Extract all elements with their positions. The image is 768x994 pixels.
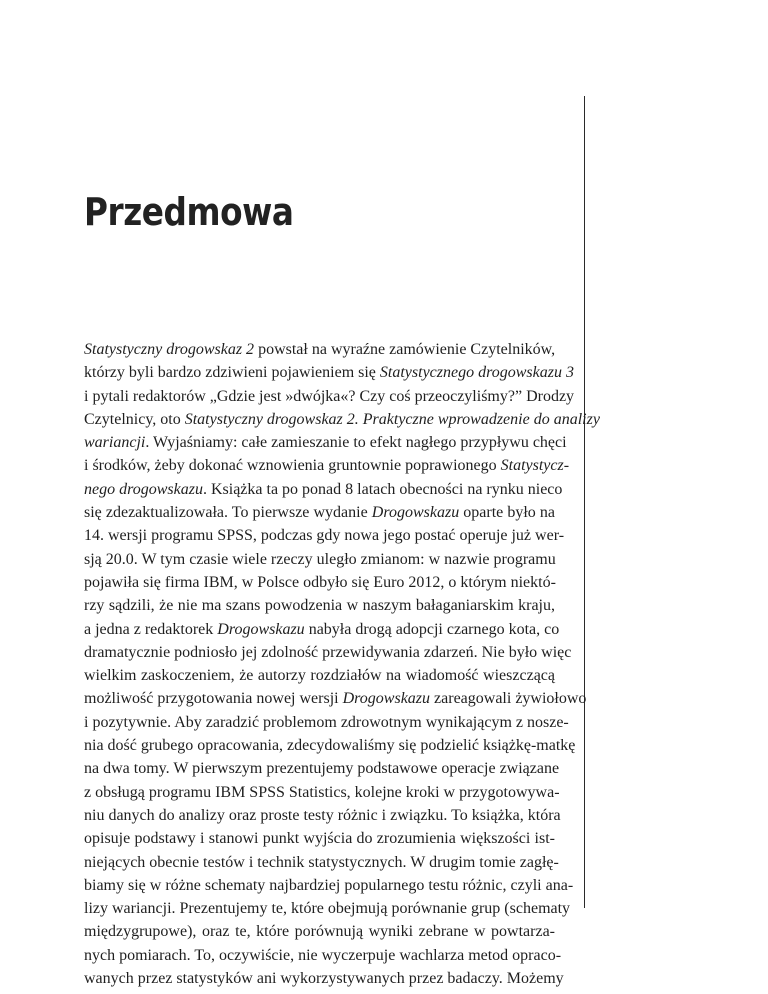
text-line (84, 338, 555, 361)
text-run: zareagowali żywiołowo (430, 690, 587, 708)
text-run: pojawiła się firma IBM, w Polsce odbyło się Euro 2012, o którym niektó- (84, 573, 556, 591)
text-run: rzy sądzili, że nie ma szans powodzenia w naszym bałaganiarskim kraju, (84, 597, 555, 615)
text-line (84, 594, 555, 617)
text-line (84, 548, 555, 571)
text-run: Czytelnicy, oto (84, 410, 185, 428)
text-line (84, 874, 574, 897)
vertical-margin-rule (584, 96, 585, 908)
italic-title-text: Statystycznego drogowskazu 3 (379, 364, 574, 382)
text-line (84, 851, 559, 874)
text-run: nabyła drogą adopcji czarnego kota, co (304, 620, 560, 638)
text-line (84, 641, 572, 664)
text-line (84, 734, 576, 757)
text-line (84, 711, 569, 734)
text-line (84, 501, 555, 524)
text-run: a jedna z redaktorek (84, 620, 218, 638)
italic-title-text: Statystyczny drogowskaz 2. Praktyczne wprowadzenie do analizy (184, 410, 600, 428)
text-line (84, 664, 555, 687)
text-line (84, 454, 570, 477)
text-line (84, 827, 555, 850)
text-line (84, 618, 560, 641)
text-line (84, 757, 560, 780)
italic-title-text: Drogowskazu (371, 504, 460, 522)
text-line (84, 431, 567, 454)
text-run: wielkim zaskoczeniem, że autorzy rozdziałów na wiadomość wieszczącą (84, 667, 555, 685)
text-line (84, 361, 574, 384)
text-run: możliwość przygotowania nowej wersji (84, 690, 343, 708)
text-run: i pozytywnie. Aby zaradzić problemom zdrowotnym wynikającym z nosze- (84, 713, 569, 731)
text-line (84, 920, 555, 943)
text-run: dramatycznie podniosło jej zdolność przewidywania zdarzeń. Nie było więc (84, 643, 572, 661)
text-run: wanych przez statystyków ani wykorzystywanych przez badaczy. Możemy (84, 970, 564, 988)
text-run: opisuje podstawy i stanowi punkt wyjścia do zrozumienia większości ist- (84, 830, 555, 848)
text-run: powstał na wyraźne zamówienie Czytelników, (254, 341, 556, 358)
text-line (84, 408, 600, 431)
text-line (84, 781, 560, 804)
text-run: biamy się w różne schematy najbardziej popularnego testu różnic, czyli ana- (84, 876, 574, 894)
italic-title-text: Statystyczny drogowskaz 2 (84, 341, 255, 358)
italic-title-text: Drogowskazu (342, 690, 431, 708)
text-run: niejących obecnie testów i technik statystycznych. W drugim tomie zagłę- (84, 853, 559, 871)
text-run: i pytali redaktorów „Gdzie jest »dwójka«? Czy coś przeoczyliśmy?” Drodzy (84, 387, 575, 405)
text-run: którzy byli bardzo zdziwieni pojawieniem się (84, 364, 380, 382)
italic-title-text: nego drogowskazu (84, 480, 203, 498)
chapter-title: Przedmowa (84, 190, 294, 234)
text-run: oparte było na (459, 504, 555, 522)
text-run: nych pomiarach. To, oczywiście, nie wyczerpuje wachlarza metod opraco- (84, 946, 562, 964)
text-run: 14. wersji programu SPSS, podczas gdy nowa jego postać operuje już wer- (84, 527, 565, 545)
text-run: nia dość grubego opracowania, zdecydowaliśmy się podzielić książkę-matkę (84, 737, 576, 755)
italic-title-text: Drogowskazu (217, 620, 305, 638)
text-run: . Książka ta po ponad 8 latach obecności na rynku nieco (202, 480, 563, 498)
text-run: na dwa tomy. W pierwszym prezentujemy podstawowe operacje związane (84, 760, 560, 778)
text-run: . Wyjaśniamy: całe zamieszanie to efekt nagłego przypływu chęci (145, 434, 567, 452)
text-line (84, 967, 564, 990)
text-run: międzygrupowe), oraz te, które porównują wyniki zebrane w powtarza- (84, 923, 555, 941)
text-line (84, 897, 571, 920)
text-line (84, 524, 565, 547)
text-line (84, 385, 575, 408)
text-line (84, 478, 563, 501)
preface-paragraph (84, 338, 600, 990)
text-line (84, 944, 562, 967)
text-run: niu danych do analizy oraz proste testy różnic i związku. To książka, która (84, 806, 561, 824)
text-line (84, 571, 555, 594)
text-run: i środków, żeby dokonać wznowienia gruntownie poprawionego (84, 457, 501, 475)
text-run: sją 20.0. W tym czasie wiele rzeczy uległo zmianom: w nazwie programu (84, 550, 556, 568)
text-run: się zdezaktualizowała. To pierwsze wydanie (84, 504, 372, 522)
text-line (84, 804, 561, 827)
text-line (84, 687, 587, 710)
text-run: lizy wariancji. Prezentujemy te, które obejmują porównanie grup (schematy (84, 900, 571, 918)
italic-title-text: wariancji (84, 434, 146, 452)
italic-title-text: Statystycz- (500, 457, 570, 475)
text-run: z obsługą programu IBM SPSS Statistics, kolejne kroki w przygotowywa- (84, 783, 560, 801)
